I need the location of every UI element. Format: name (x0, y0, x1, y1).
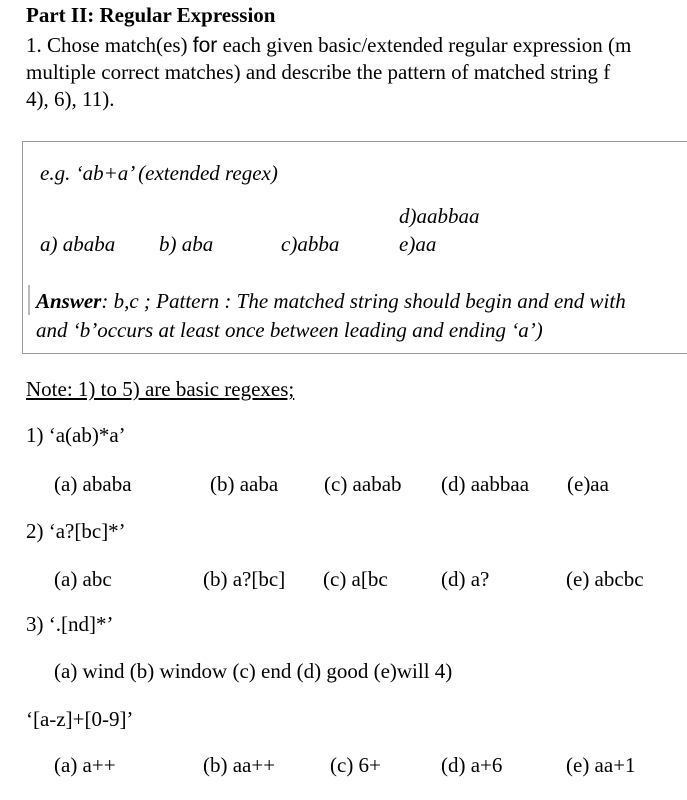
question-4-option-b: (b) aa++ (203, 753, 276, 777)
example-option-c: c)abba (281, 232, 340, 256)
intro-line-1-start: 1. Chose match(es) (26, 33, 193, 57)
answer-text: : b,c ; Pattern : The matched string should begin and end with (101, 289, 626, 313)
question-4-option-c: (c) 6+ (330, 753, 381, 777)
example-option-d: d)aabbaa (399, 204, 480, 228)
example-option-a: a) ababa (40, 232, 116, 256)
question-4-label: ‘[a-z]+[0-9]’ (26, 707, 134, 731)
note: Note: 1) to 5) are basic regexes; (26, 377, 295, 401)
question-3-label: 3) ‘.[nd]*’ (26, 612, 114, 636)
intro-line-1 (26, 33, 631, 58)
question-1-option-e: (e)aa (567, 472, 609, 496)
example-box-shading (28, 285, 30, 315)
question-2-option-c: (c) a[bc (323, 567, 388, 591)
example-answer-line-1 (36, 289, 626, 314)
page-heading: Part II: Regular Expression (26, 3, 276, 27)
question-1-option-a: (a) ababa (54, 472, 132, 496)
example-answer-line-2: and ‘b’occurs at least once between leading and ending ‘a’) (36, 318, 543, 342)
example-regex: e.g. ‘ab+a’ (extended regex) (40, 161, 278, 185)
question-3-options: (a) wind (b) window (c) end (d) good (e)will 4) (54, 659, 453, 683)
intro-line-2: multiple correct matches) and describe the pattern of matched string f (26, 60, 611, 84)
example-option-b: b) aba (159, 232, 214, 256)
question-2-option-b: (b) a?[bc] (203, 567, 286, 591)
question-4-option-d: (d) a+6 (441, 753, 503, 777)
intro-line-1-end: each given basic/extended regular expression (m (217, 33, 632, 57)
intro-line-3: 4), 6), 11). (26, 87, 115, 111)
question-2-option-d: (d) a? (441, 567, 490, 591)
example-option-e: e)aa (399, 232, 437, 256)
question-1-option-b: (b) aaba (210, 472, 279, 496)
answer-label: Answer (36, 289, 102, 313)
question-1-option-c: (c) aabab (324, 472, 402, 496)
question-2-option-a: (a) abc (54, 567, 112, 591)
intro-word-for: for (192, 34, 218, 57)
question-1-option-d: (d) aabbaa (441, 472, 530, 496)
question-2-option-e: (e) abcbc (566, 567, 644, 591)
question-1-label: 1) ‘a(ab)*a’ (26, 423, 126, 447)
question-2-label: 2) ‘a?[bc]*’ (26, 519, 126, 543)
question-4-option-e: (e) aa+1 (566, 753, 636, 777)
question-4-option-a: (a) a++ (54, 753, 116, 777)
